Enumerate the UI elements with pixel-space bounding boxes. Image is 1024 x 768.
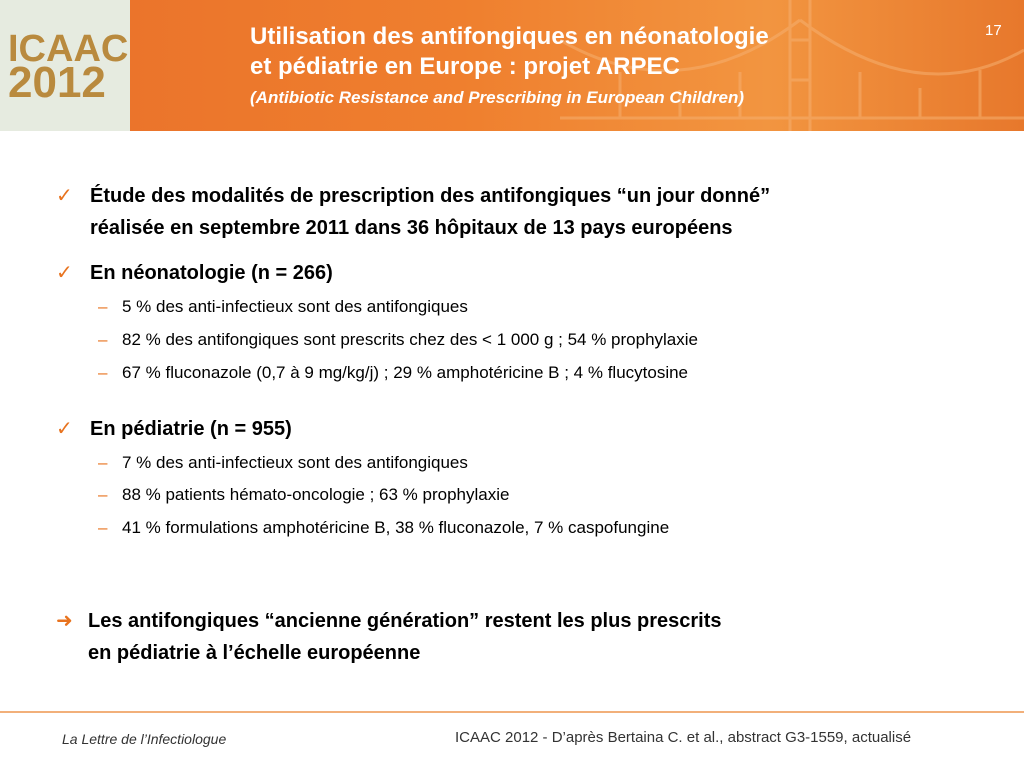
checkmark-icon: ✓: [56, 418, 73, 440]
footer-journal: La Lettre de l’Infectiologue: [62, 731, 227, 747]
arrow-right-icon: ➜: [56, 610, 73, 632]
title-line-2: et pédiatrie en Europe : projet ARPEC: [250, 53, 680, 80]
dash-icon: –: [98, 330, 108, 349]
dash-icon: –: [98, 363, 108, 382]
checkmark-icon: ✓: [56, 262, 73, 284]
dash-icon: –: [98, 518, 108, 537]
pediat-heading: En pédiatrie (n = 955): [90, 418, 292, 440]
footer-divider: [0, 711, 1024, 713]
slide-number: 17: [985, 22, 1002, 39]
title-line-1: Utilisation des antifongiques en néonatologie: [250, 23, 769, 50]
neonat-heading: En néonatologie (n = 266): [90, 262, 333, 284]
study-line-2: réalisée en septembre 2011 dans 36 hôpitaux de 13 pays européens: [90, 217, 733, 239]
icaac-logo: [0, 0, 130, 131]
footer-citation: ICAAC 2012 - D’après Bertaina C. et al., abstract G3-1559, actualisé: [455, 729, 912, 746]
logo-text-year: 2012: [8, 58, 106, 107]
slide-subtitle: (Antibiotic Resistance and Prescribing in European Children): [250, 88, 745, 107]
slide-header: [0, 0, 1024, 131]
dash-icon: –: [98, 485, 108, 504]
dash-icon: –: [98, 453, 108, 472]
logo-text-top: ICAAC: [8, 28, 129, 70]
checkmark-icon: ✓: [56, 185, 73, 207]
conclusion-line-2: en pédiatrie à l’échelle européenne: [88, 642, 421, 664]
slide-title: [250, 22, 890, 82]
study-line-1: Étude des modalités de prescription des antifongiques “un jour donné”: [90, 185, 771, 207]
dash-icon: –: [98, 297, 108, 316]
conclusion-line-1: Les antifongiques “ancienne génération” restent les plus prescrits: [88, 610, 722, 632]
